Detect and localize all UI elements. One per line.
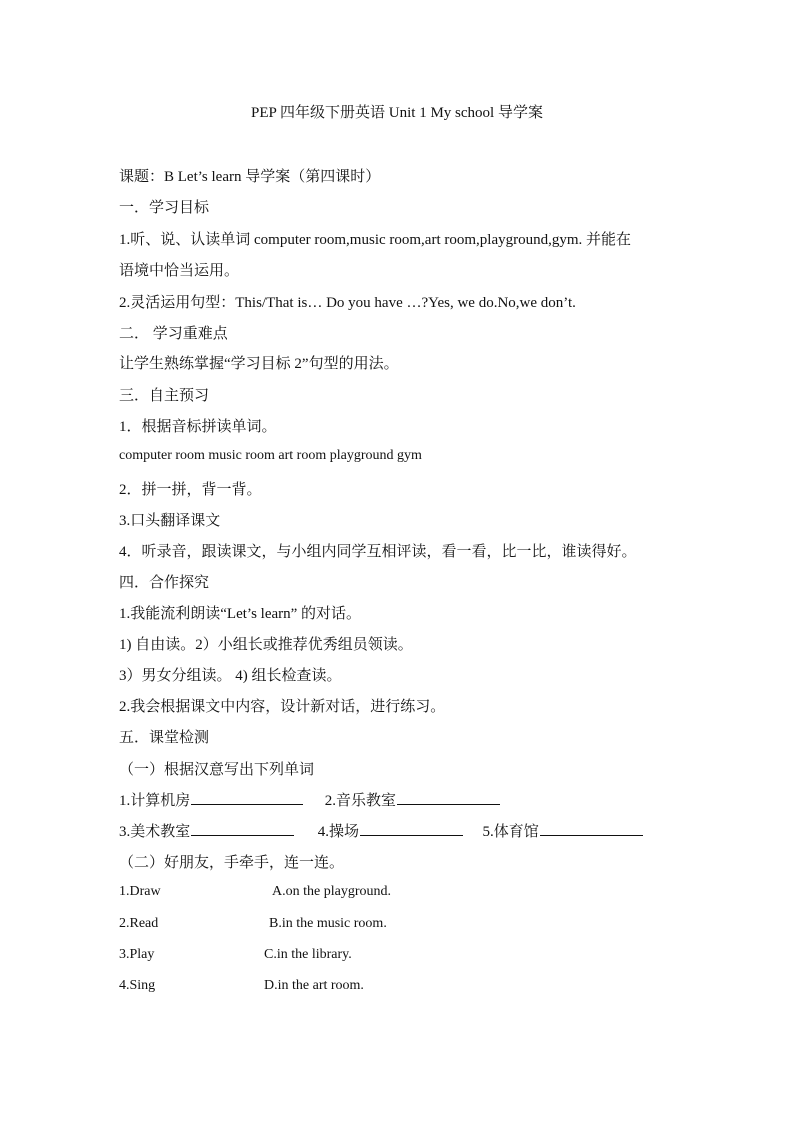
key-points-text: 让学生熟练掌握“学习目标 2”句型的用法。	[119, 356, 399, 372]
test-part-2-heading: （二）好朋友，手牵手，连一连。	[119, 855, 345, 871]
fill-row-2	[119, 820, 699, 841]
answer-blank-3[interactable]	[191, 822, 294, 836]
answer-blank-4[interactable]	[360, 822, 463, 836]
match-left-item: 2.Read	[119, 916, 159, 931]
preview-word-list: computer room music room art room playground gym	[119, 448, 422, 463]
match-right-item: B.in the music room.	[269, 916, 387, 931]
section-heading-objectives: 一．学习目标	[119, 200, 210, 216]
answer-blank-2[interactable]	[397, 791, 500, 805]
cooperation-item-1: 1.我能流利朗读“Let’s learn” 的对话。	[119, 606, 362, 622]
match-left-item: 3.Play	[119, 947, 155, 962]
cooperation-item-1-sub-b: 3）男女分组读。 4) 组长检查读。	[119, 668, 342, 684]
section-heading-key-points: 二． 学习重难点	[119, 326, 228, 342]
answer-blank-1[interactable]	[191, 791, 303, 805]
fill-question-2: 2.音乐教室	[324, 793, 397, 809]
section-heading-classroom-test: 五．课堂检测	[119, 730, 210, 746]
preview-step-4: 4．听录音，跟读课文，与小组内同学互相评读，看一看，比一比，谁读得好。	[119, 544, 637, 560]
fill-question-5: 5.体育馆	[482, 824, 539, 840]
objective-2-line: 2.灵活运用句型：This/That is… Do you have …?Yes, we do.No,we don’t.	[119, 295, 576, 311]
fill-row-1	[119, 789, 699, 810]
match-right-item: A.on the playground.	[272, 884, 391, 899]
match-right-item: C.in the library.	[264, 947, 352, 962]
cooperation-item-1-sub-a: 1) 自由读。2）小组长或推荐优秀组员领读。	[119, 637, 413, 653]
objective-1-line-a: 1.听、说、认读单词 computer room,music room,art room,playground,gym. 并能在	[119, 232, 632, 248]
document-title: PEP 四年级下册英语 Unit 1 My school 导学案	[251, 105, 543, 121]
topic-line: 课题：B Let’s learn 导学案（第四课时）	[119, 169, 381, 185]
preview-step-1: 1．根据音标拼读单词。	[119, 419, 277, 435]
match-right-item: D.in the art room.	[264, 978, 364, 993]
fill-question-1: 1.计算机房	[119, 793, 191, 809]
objective-1-line-b: 语境中恰当运用。	[119, 263, 240, 279]
test-part-1-heading: （一）根据汉意写出下列单词	[119, 762, 315, 778]
match-left-item: 4.Sing	[119, 978, 156, 993]
answer-blank-5[interactable]	[540, 822, 643, 836]
preview-step-3: 3.口头翻译课文	[119, 513, 221, 529]
cooperation-item-2: 2.我会根据课文中内容，设计新对话，进行练习。	[119, 699, 446, 715]
section-heading-preview: 三．自主预习	[119, 388, 210, 404]
preview-step-2: 2．拼一拼，背一背。	[119, 482, 262, 498]
match-left-item: 1.Draw	[119, 884, 161, 899]
fill-question-4: 4.操场	[317, 824, 360, 840]
fill-question-3: 3.美术教室	[119, 824, 191, 840]
section-heading-cooperation: 四．合作探究	[119, 575, 210, 591]
